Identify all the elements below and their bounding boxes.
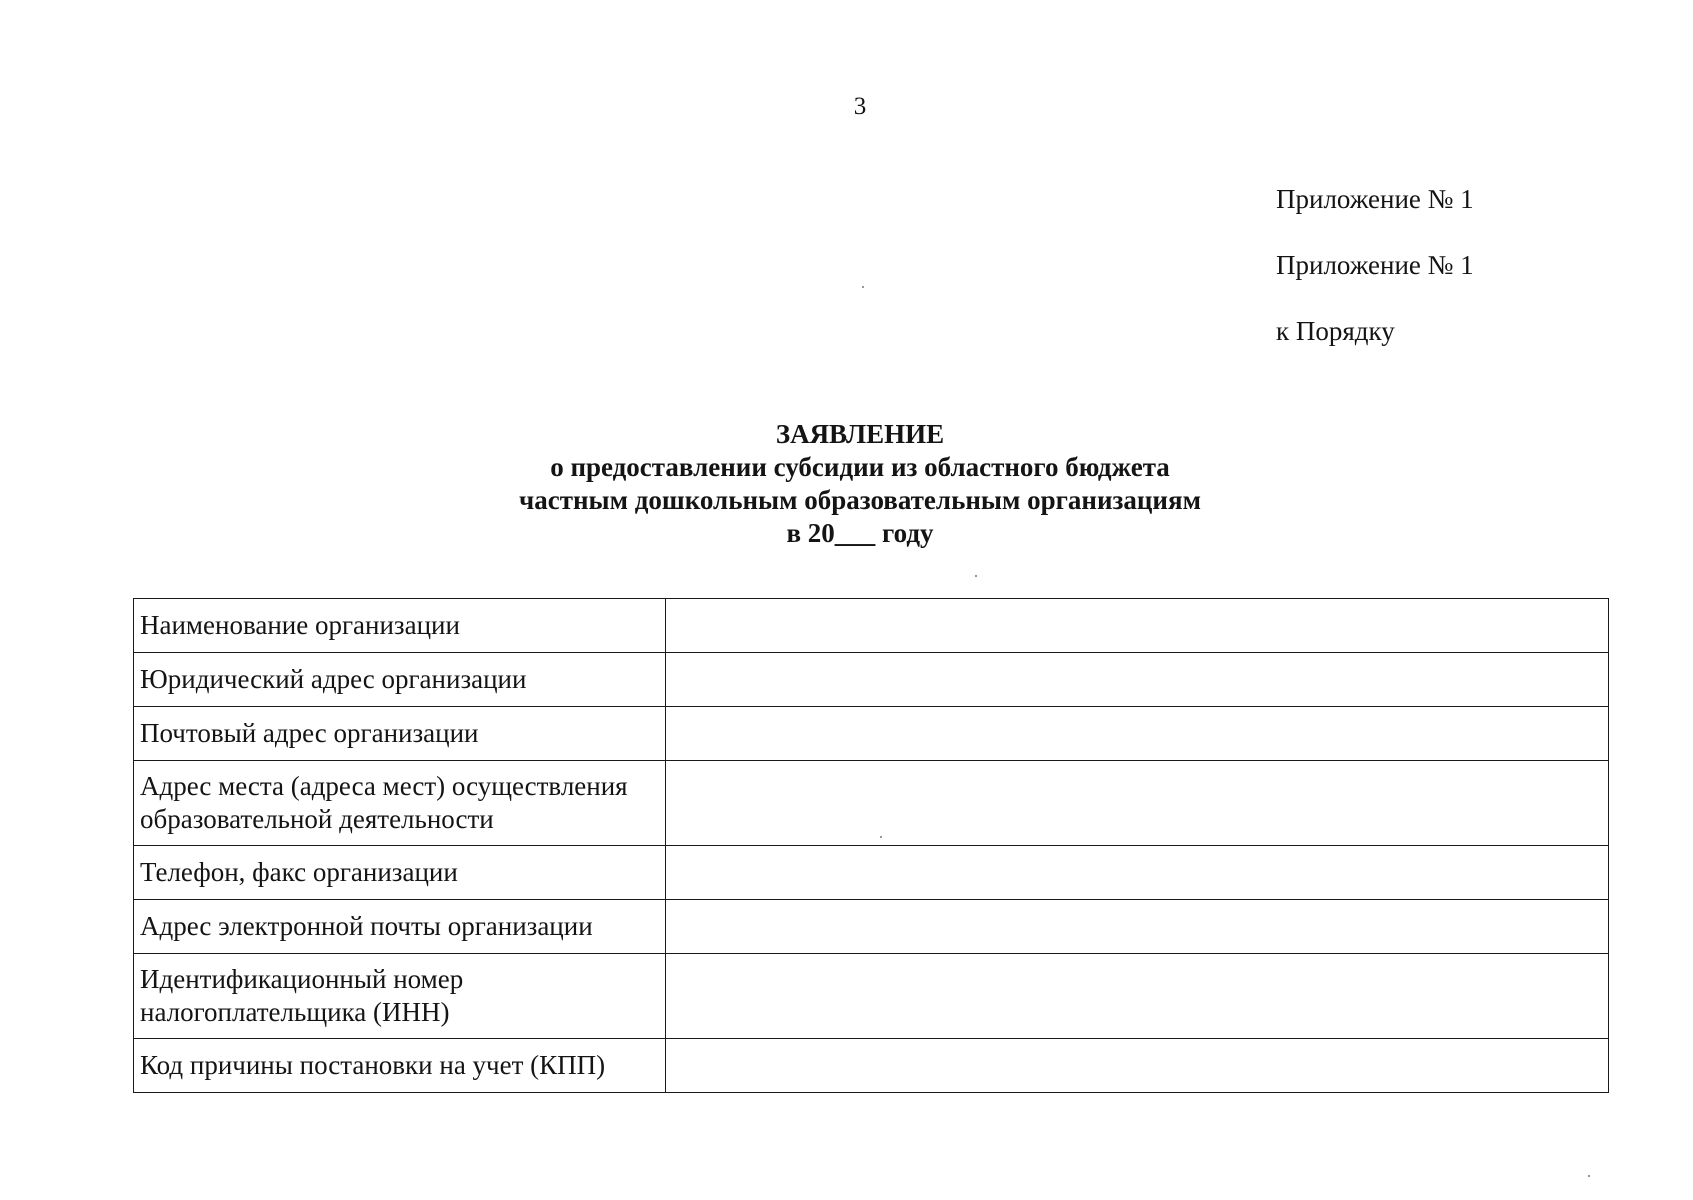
label-line: Идентификационный номер (140, 964, 464, 994)
field-label (134, 707, 666, 761)
scan-speck (880, 836, 882, 838)
field-label (134, 846, 666, 900)
title-line: о предоставлении субсидии из областного бюджета (550, 452, 1170, 482)
application-form-table (133, 598, 1609, 1093)
title-heading: ЗАЯВЛЕНИЕ (775, 419, 945, 449)
label-line: Код причины постановки на учет (КПП) (140, 1050, 606, 1080)
field-label (134, 599, 666, 653)
label-line: Телефон, факс организации (140, 857, 458, 887)
field-label (134, 653, 666, 707)
appendix-line: к Порядку (1276, 316, 1395, 346)
field-label (134, 761, 666, 846)
label-line: Юридический адрес организации (140, 664, 527, 694)
phone-fax-field[interactable] (666, 846, 1609, 900)
form-row-inn (134, 954, 1609, 1039)
field-label (134, 900, 666, 954)
label-line: Почтовый адрес организации (140, 718, 479, 748)
scan-speck (1588, 1175, 1590, 1177)
label-line: образовательной деятельности (140, 804, 494, 834)
form-row-activity-address (134, 761, 1609, 846)
title-line: частным дошкольным образовательным организациям (519, 485, 1201, 515)
postal-address-field[interactable] (666, 707, 1609, 761)
organization-name-field[interactable] (666, 599, 1609, 653)
legal-address-field[interactable] (666, 653, 1609, 707)
title-line: в 20___ году (786, 518, 934, 548)
form-row-organization-name (134, 599, 1609, 653)
appendix-reference (1276, 182, 1474, 380)
field-label (134, 954, 666, 1039)
form-row-postal-address (134, 707, 1609, 761)
scan-speck (862, 286, 864, 288)
label-line: Наименование организации (140, 610, 460, 640)
form-row-email (134, 900, 1609, 954)
label-line: Адрес электронной почты организации (140, 911, 593, 941)
appendix-line: Приложение № 1 (1276, 250, 1474, 280)
scan-speck (975, 575, 977, 577)
document-title (0, 418, 1693, 550)
form-row-phone-fax (134, 846, 1609, 900)
appendix-line: Приложение № 1 (1276, 184, 1474, 214)
form-row-kpp (134, 1039, 1609, 1093)
label-line: налогоплательщика (ИНН) (140, 997, 450, 1027)
email-field[interactable] (666, 900, 1609, 954)
page-number: 3 (853, 93, 867, 120)
field-label (134, 1039, 666, 1093)
label-line: Адрес места (адреса мест) осуществления (140, 771, 628, 801)
kpp-field[interactable] (666, 1039, 1609, 1093)
inn-field[interactable] (666, 954, 1609, 1039)
activity-address-field[interactable] (666, 761, 1609, 846)
form-row-legal-address (134, 653, 1609, 707)
